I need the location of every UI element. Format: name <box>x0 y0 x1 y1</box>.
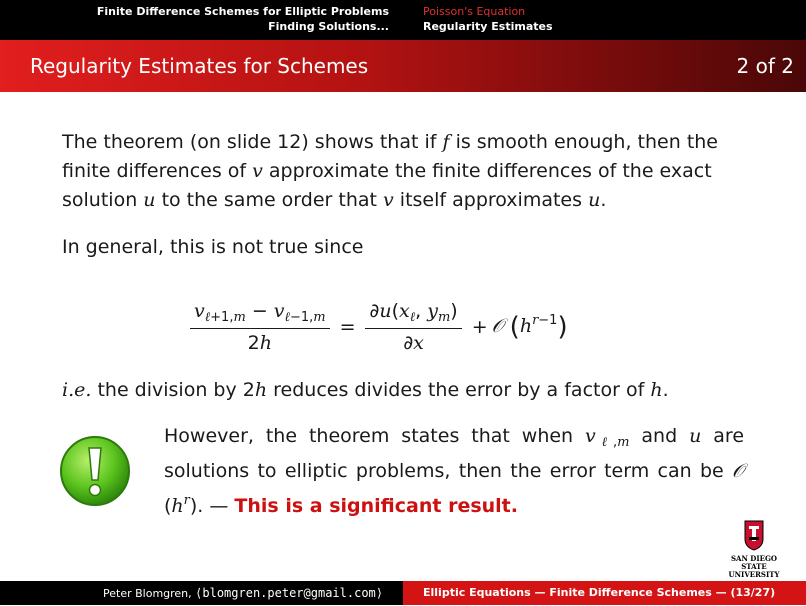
top-navigation-bar <box>0 0 806 40</box>
footer-email[interactable]: ⟨blomgren.peter@gmail.com⟩ <box>195 586 383 600</box>
slide-title: Regularity Estimates for Schemes <box>30 54 369 78</box>
university-logo <box>718 519 790 577</box>
slide-footer <box>0 581 806 605</box>
footer-course[interactable]: Elliptic Equations — Finite Difference Schemes — (13/27) <box>403 581 806 605</box>
ie-paragraph: i.e. the division by 2h reduces divides the error by a factor of h. <box>62 379 669 401</box>
slide-title-bar <box>0 40 806 92</box>
sdsu-shield-icon <box>743 519 765 551</box>
nav-topic-poisson[interactable]: Poisson's Equation <box>423 5 526 18</box>
nav-section[interactable] <box>0 0 403 40</box>
slide-body <box>62 128 752 262</box>
exclamation-icon <box>58 434 132 508</box>
nav-topic-regularity[interactable]: Regularity Estimates <box>423 20 553 33</box>
footer-author-block <box>0 581 403 605</box>
theorem-note: However, the theorem states that when $v_{\ell,m}$ and u are solutions to elliptic problems, then the error term can be 𝒪 $(h^r)$. — This is a significant result. <box>164 425 745 517</box>
nav-section-title[interactable]: Finite Difference Schemes for Elliptic Problems <box>96 5 389 18</box>
slide-page-indicator: 2 of 2 <box>736 54 794 78</box>
error-term: 𝒪 $(h^{r-1})$ <box>491 312 568 342</box>
display-equation: $\frac{v_{\ell+1,m} - v_{\ell-1,m}}{2h}$ = $\frac{\partial u(x_\ell, y_m)}{\partial x}$ + 𝒪 $(h^{r-1})$ <box>190 300 568 354</box>
difference-quotient: $\frac{v_{\ell+1,m} - v_{\ell-1,m}}{2h}$ <box>190 300 330 354</box>
partial-derivative: $\frac{\partial u(x_\ell, y_m)}{\partial x}$ <box>365 300 461 354</box>
in-general-paragraph: In general, this is not true since <box>62 236 364 258</box>
nav-topics <box>403 0 806 40</box>
logo-wordmark: SAN DIEGO STATE UNIVERSITY <box>728 554 780 579</box>
nav-section-subtitle[interactable]: Finding Solutions... <box>268 20 389 33</box>
footer-author: Peter Blomgren, <box>103 587 192 600</box>
theorem-paragraph: The theorem (on slide 12) shows that if f is smooth enough, then the finite differences of v approximate the finite differences of the exact solution u to the same order that v itself approximates u. <box>62 131 718 211</box>
